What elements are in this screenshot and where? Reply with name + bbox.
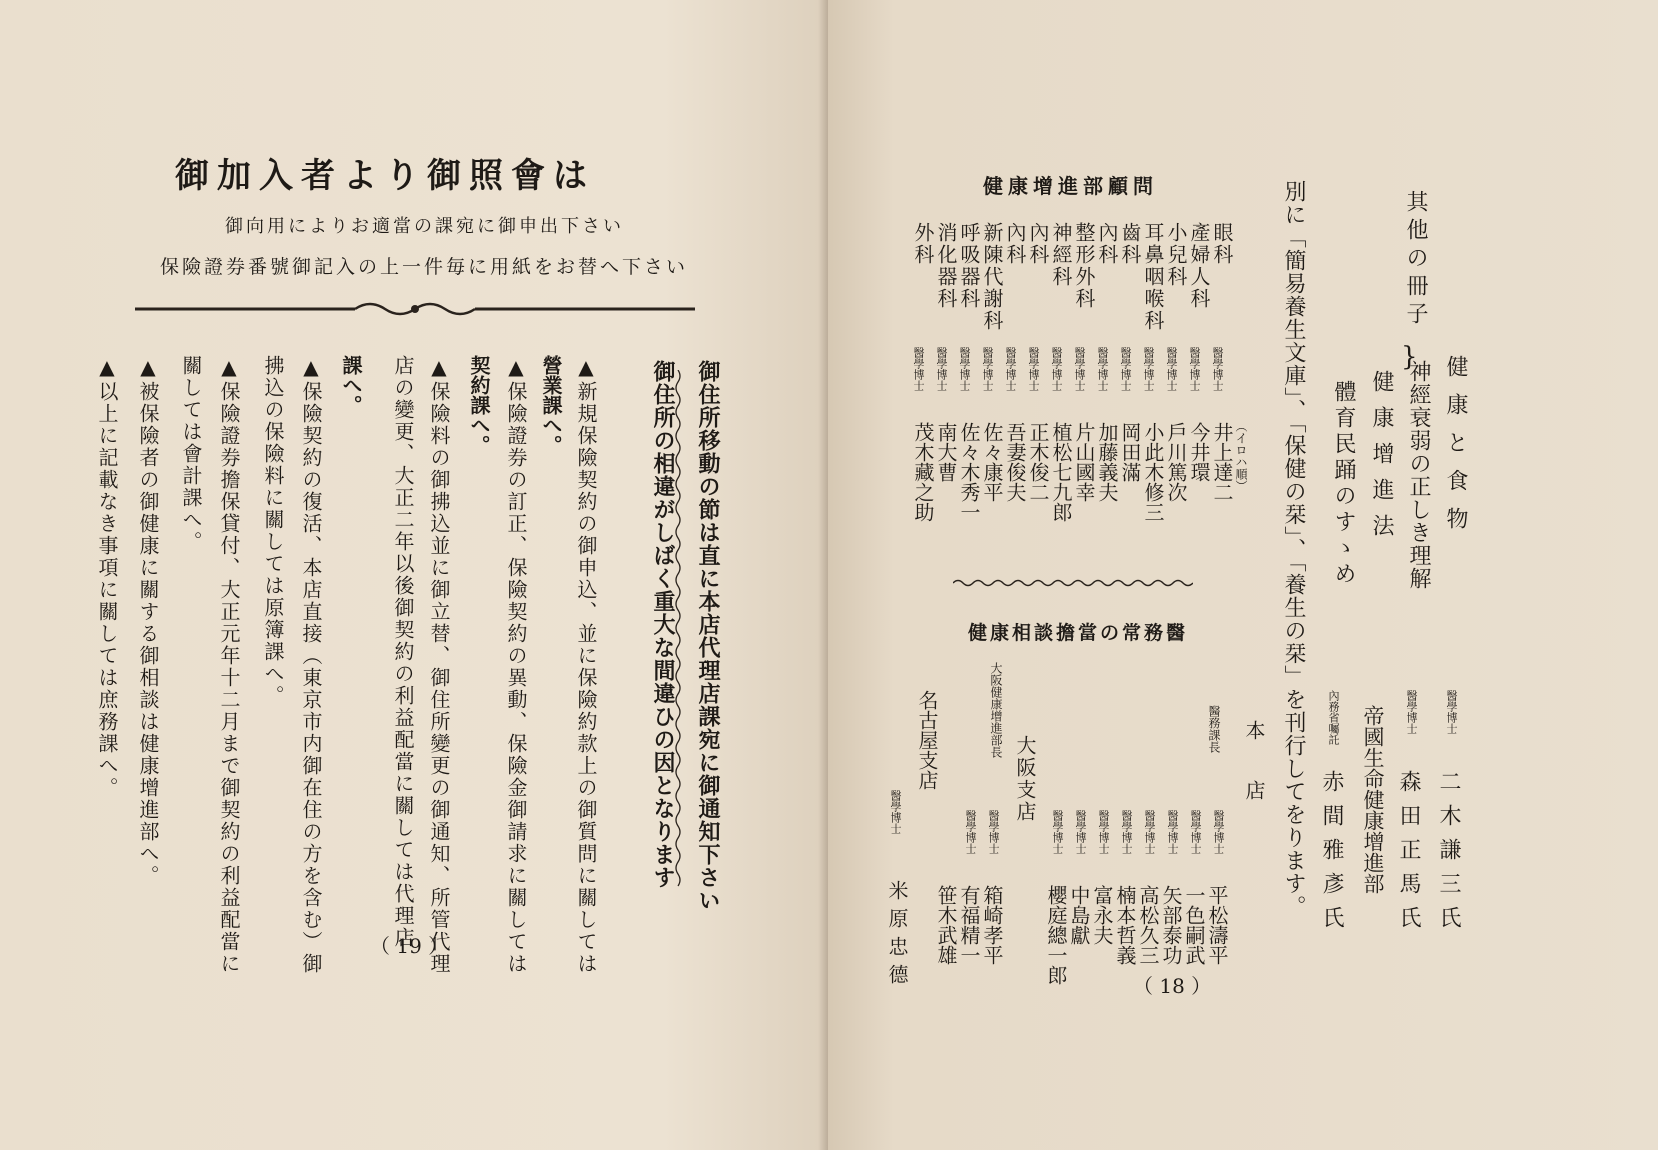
left-item-9: 拂込の保險料に關しては原簿課へ。 (261, 355, 285, 707)
series-label: 其他の冊子 (1403, 190, 1428, 330)
advisor-name: 今井環 (1187, 422, 1211, 482)
advisor-degree: 醫學博士 (1050, 347, 1063, 391)
advisor-name: 佐々木秀一 (957, 422, 981, 522)
left-item-7: 課へ。 (339, 355, 363, 415)
staff-title: 健康相談擔當の常務醫 (968, 622, 1189, 644)
advisor-name: 南大曹 (934, 422, 958, 482)
advisor-name: 茂木藏之助 (911, 422, 935, 522)
left-page (0, 0, 828, 1150)
advisor-name: 井上達二 (1210, 422, 1234, 502)
advisor-dept: 消化器科 (934, 222, 958, 310)
book-title-3: 健康增進法 (1369, 370, 1394, 550)
nagoya-staff-name: 米原忠德 (885, 880, 909, 992)
advisor-dept: 耳鼻咽喉科 (1141, 222, 1165, 332)
osaka-branch-label: 大阪支店 (1013, 735, 1037, 823)
book-author-4: 赤間雅彥氏 (1319, 770, 1344, 940)
staff-name: 楠本哲義 (1113, 885, 1137, 965)
staff-degree: 醫學博士 (1189, 810, 1202, 854)
left-item-3: ▲保險證券の訂正、保險契約の異動、保險金御請求に關しては (504, 355, 528, 975)
advisor-dept: 神經科 (1049, 222, 1073, 288)
advisor-name: 佐々康平 (980, 422, 1004, 502)
chief-title: 醫務課長 (1207, 705, 1221, 753)
address-notice: 御住所移動の節は直に本店代理店課宛に御通知下さい (695, 360, 720, 912)
advisor-name: 戶川篤次 (1164, 422, 1188, 502)
advisor-name: 岡田滿 (1118, 422, 1142, 482)
left-title: 御加入者より御照會は (175, 156, 595, 196)
advisor-dept: 內科 (1095, 222, 1119, 266)
advisor-name: 片山國幸 (1072, 422, 1096, 502)
advisor-dept: 小兒科 (1164, 222, 1188, 288)
staff-degree: 醫學博士 (964, 810, 977, 854)
staff-degree: 醫學博士 (1120, 810, 1133, 854)
advisor-dept: 內科 (1026, 222, 1050, 266)
section-wave-divider (953, 578, 1193, 588)
advisor-dept: 整形外科 (1072, 222, 1096, 310)
advisors-title: 健康增進部顧問 (983, 174, 1158, 198)
advisor-dept: 新陳代謝科 (980, 222, 1004, 332)
advisor-degree: 醫學博士 (912, 347, 925, 391)
advisor-degree: 醫學博士 (1188, 347, 1201, 391)
staff-degree: 醫學博士 (1051, 810, 1064, 854)
book-author-title-1: 醫學博士 (1445, 690, 1458, 734)
staff-name: 矢部泰功 (1159, 885, 1183, 965)
left-subtitle-1: 御向用によりお適當の課宛に御申出下さい (225, 216, 624, 237)
book-title-2: 神經衰弱の正しき理解 (1406, 360, 1431, 590)
book-title-1: 健康と食物 (1443, 355, 1468, 545)
left-item-10: ▲保險證券擔保貸付、大正元年十二月まで御契約の利益配當に (217, 355, 241, 975)
advisor-dept: 呼吸器科 (957, 222, 981, 310)
staff-degree: 醫學博士 (1143, 810, 1156, 854)
nagoya-branch-label: 名古屋支店 (915, 690, 939, 790)
staff-name: 箱崎孝平 (980, 885, 1004, 965)
nagoya-degree: 醫學博士 (889, 790, 902, 834)
staff-name: 平松濤平 (1205, 885, 1229, 965)
staff-name: 一色嗣武 (1182, 885, 1206, 965)
other-publications: 別に「簡易養生文庫」、「保健の栞」、「養生の栞」を刊行してをります。 (1281, 180, 1306, 918)
advisor-name: 加藤義夫 (1095, 422, 1119, 502)
left-item-4: 契約課へ。 (467, 355, 491, 455)
ornamental-divider (135, 298, 695, 320)
head-office-label: 本店 (1242, 720, 1266, 840)
staff-name: 櫻庭總一郎 (1044, 885, 1068, 985)
left-item-12: ▲被保險者の御健康に關する御相談は健康增進部へ。 (136, 355, 160, 887)
advisor-degree: 醫學博士 (935, 347, 948, 391)
left-subtitle-2: 保險證券番號御記入の上一件毎に用紙をお替へ下さい (160, 256, 689, 278)
advisor-dept: 齒科 (1118, 222, 1142, 266)
staff-degree: 醫學博士 (1212, 810, 1225, 854)
book-author-title-2: 醫學博士 (1405, 690, 1418, 734)
staff-name: 高松久三 (1136, 885, 1160, 965)
advisor-degree: 醫學博士 (1142, 347, 1155, 391)
staff-name: 中島獻 (1067, 885, 1091, 945)
advisor-dept: 外科 (911, 222, 935, 266)
address-notice-2: 御住所の相違がしばく重大な間違ひの因となります (650, 360, 675, 889)
series-brace: } (1401, 342, 1418, 372)
right-page (828, 0, 1658, 1150)
advisor-degree: 醫學博士 (1004, 347, 1017, 391)
staff-degree: 醫學博士 (1097, 810, 1110, 854)
page-number-19: （ 19 ） (370, 934, 449, 958)
staff-name: 富永夫 (1090, 885, 1114, 945)
left-item-2: 營業課へ。 (539, 355, 563, 455)
advisor-name: 吾妻俊夫 (1003, 422, 1027, 502)
advisor-degree: 醫學博士 (1027, 347, 1040, 391)
book-author-2: 森田正馬氏 (1396, 770, 1421, 940)
staff-name: 笹木武雄 (934, 885, 958, 965)
staff-degree: 醫學博士 (987, 810, 1000, 854)
advisor-degree: 醫學博士 (958, 347, 971, 391)
advisor-order-note: （イロハ順） (1234, 420, 1248, 492)
advisor-name: 植松七九郎 (1049, 422, 1073, 522)
book-title-4: 體育民踊のすゝめ (1331, 380, 1356, 588)
left-item-8: ▲保險契約の復活、本店直接（東京市内御在住の方を含む）御 (299, 355, 323, 975)
left-item-6: 店の變更、大正二年以後御契約の利益配當に關しては代理店 (391, 355, 415, 949)
left-item-5: ▲保險料の御拂込並に御立替、御住所變更の御通知、所管代理 (427, 355, 451, 975)
advisor-degree: 醫學博士 (1119, 347, 1132, 391)
advisor-degree: 醫學博士 (1211, 347, 1224, 391)
book-author-1: 二木謙三氏 (1436, 770, 1461, 940)
advisor-name: 正木俊二 (1026, 422, 1050, 502)
advisor-name: 小此木修三 (1141, 422, 1165, 522)
page-number-18: （ 18 ） (1133, 974, 1212, 998)
advisor-degree: 醫學博士 (1096, 347, 1109, 391)
advisor-dept: 眼科 (1210, 222, 1234, 266)
osaka-title: 大阪健康增進部長 (989, 662, 1003, 758)
staff-degree: 醫學博士 (1166, 810, 1179, 854)
advisor-degree: 醫學博士 (981, 347, 994, 391)
left-item-13: ▲以上に記載なき事項に關しては庶務課へ。 (95, 355, 119, 799)
book-author-3: 帝國生命健康增進部 (1361, 705, 1385, 894)
advisor-dept: 內科 (1003, 222, 1027, 266)
advisor-degree: 醫學博士 (1165, 347, 1178, 391)
advisor-degree: 醫學博士 (1073, 347, 1086, 391)
notice-wavy-line (674, 370, 682, 890)
book-author-title-4: 內務省囑託 (1327, 690, 1340, 745)
staff-degree: 醫學博士 (1074, 810, 1087, 854)
left-item-11: 關しては會計課へ。 (179, 355, 203, 553)
advisor-dept: 產婦人科 (1187, 222, 1211, 310)
staff-name: 有福精一 (957, 885, 981, 965)
left-item-1: ▲新規保險契約の御申込、並に保險約款上の御質問に關しては (574, 355, 598, 975)
